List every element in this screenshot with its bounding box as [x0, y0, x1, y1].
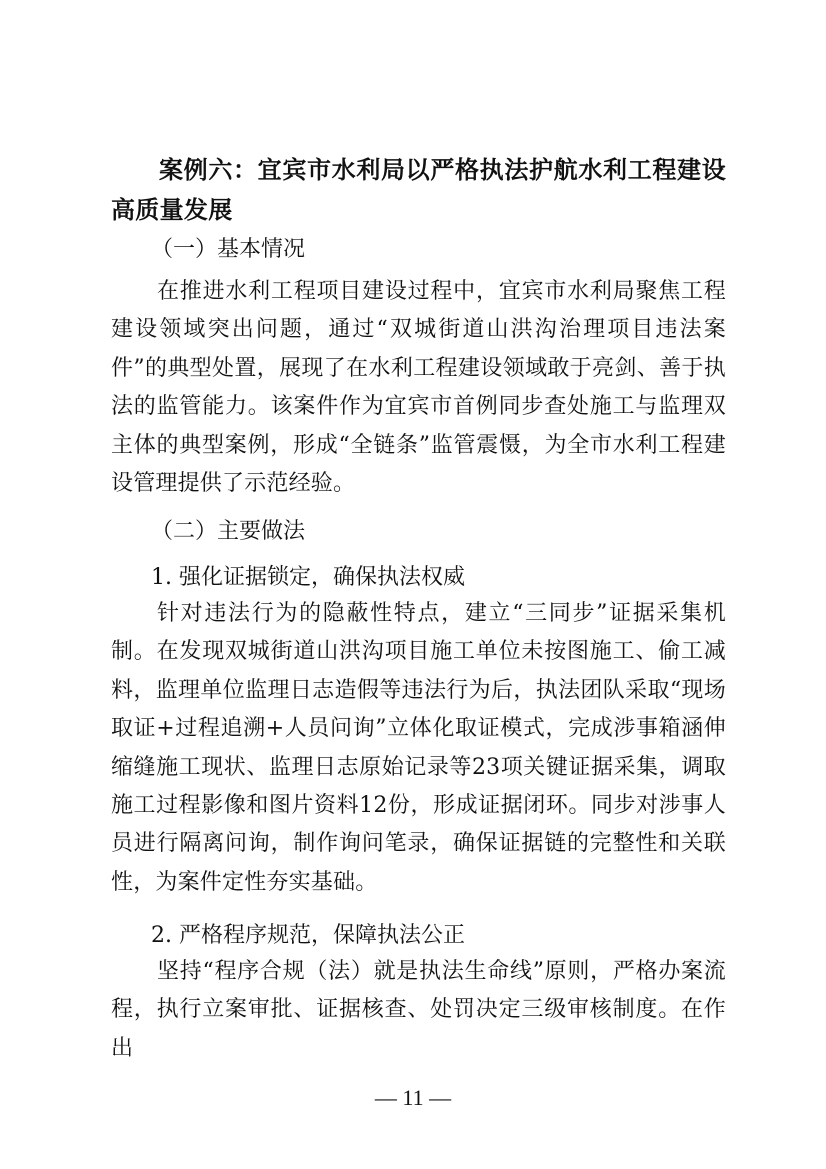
paragraph-evidence: 针对违法行为的隐蔽性特点，建立“三同步”证据采集机制。在发现双城街道山洪沟项目施工单位未按图施工、偷工减料，监理单位监理日志造假等违法行为后，执法团队采取“现场取证+过程追溯+人员问询”立体化取证模式，完成涉事箱涵伸缩缝施工现状、监理日志原始记录等23项关键证据采集，调取施工过程影像和图片资料12份，形成证据闭环。同步对涉事人员进行隔离问询，制作询问笔录，确保证据链的完整性和关联性，为案件定性夯实基础。 — [111, 601, 726, 895]
paragraph-procedure: 坚持“程序合规（法）就是执法生命线”原则，严格办案流程，执行立案审批、证据核查、处罚决定三级审核制度。在作出 — [111, 959, 726, 1061]
item-heading-procedure: 2. 严格程序规范，保障执法公正 — [151, 923, 465, 948]
page-number: — 11 — — [374, 1085, 452, 1110]
section-heading-basic-info: （一）基本情况 — [151, 237, 306, 262]
paragraph-basic-info: 在推进水利工程项目建设过程中，宜宾市水利局聚焦工程建设领域突出问题，通过“双城街道山洪沟治理项目违法案件”的典型处置，展现了在水利工程建设领域敢于亮剑、善于执法的监管能力。该案件作为宜宾市首例同步查处施工与监理双主体的典型案例，形成“全链条”监管震慑，为全市水利工程建设管理提供了示范经验。 — [111, 279, 726, 497]
item-heading-evidence: 1. 强化证据锁定，确保执法权威 — [151, 565, 465, 590]
section-heading-main-practices: （二）主要做法 — [151, 519, 306, 544]
case-title: 案例六：宜宾市水利局以严格执法护航水利工程建设高质量发展 — [111, 156, 726, 224]
